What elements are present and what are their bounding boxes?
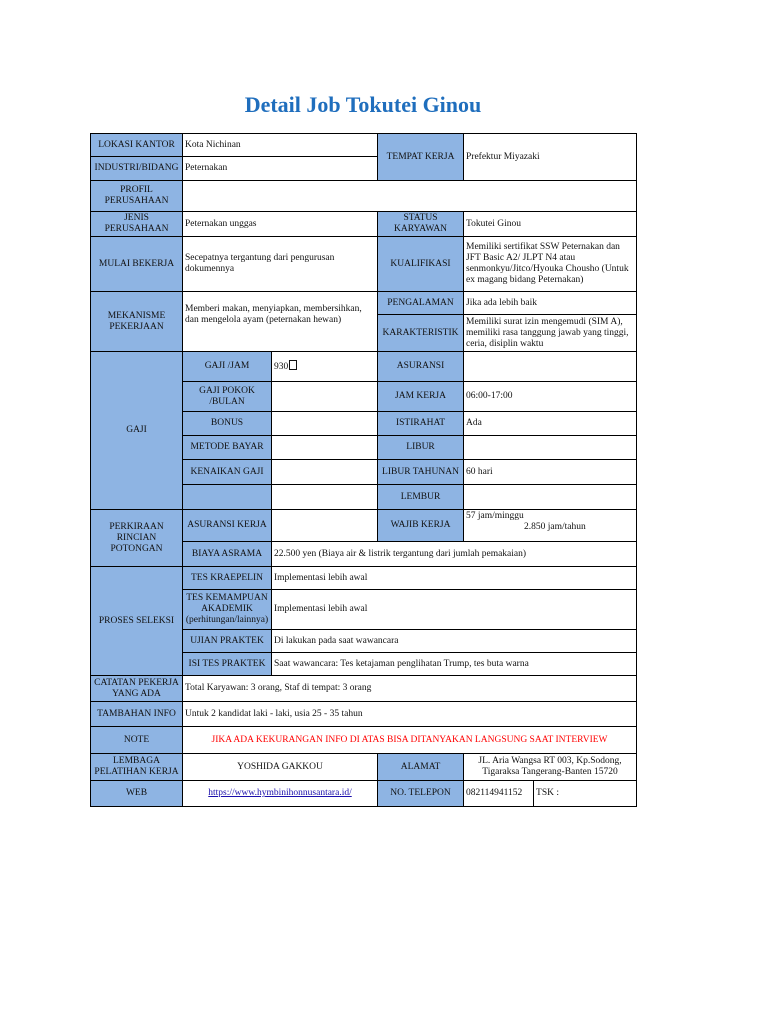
wajib-kerja-line2: 2.850 jam/tahun xyxy=(524,522,586,532)
isi-tes-praktek-value: Saat wawancara: Tes ketajaman penglihatan Trump, tes buta warna xyxy=(272,653,637,676)
table-row xyxy=(91,727,637,754)
industri-value: Peternakan xyxy=(183,157,378,181)
web-label: WEB xyxy=(91,781,183,807)
lokasi-kantor-label: LOKASI KANTOR xyxy=(91,134,183,157)
karakteristik-value: Memiliki surat izin mengemudi (SIM A), memiliki rasa tanggung jawab yang tinggi, ceria, disiplin waktu xyxy=(464,315,637,352)
empty-value-cell xyxy=(272,485,378,510)
jam-kerja-label: JAM KERJA xyxy=(378,382,464,412)
job-detail-table xyxy=(90,133,637,807)
libur-tahunan-label: LIBUR TAHUNAN xyxy=(378,460,464,485)
mulai-label: MULAI BEKERJA xyxy=(91,237,183,292)
potongan-label: PERKIRAAN RINCIAN POTONGAN xyxy=(91,510,183,567)
lembur-value xyxy=(464,485,637,510)
kualifikasi-value: Memiliki sertifikat SSW Peternakan dan JFT Basic A2/ JLPT N4 atau senmonkyu/Jitco/Hyouka Chousho (Untuk ex magang bidang Peternakan) xyxy=(464,237,637,292)
metode-bayar-value xyxy=(272,436,378,460)
wajib-kerja-value xyxy=(464,510,637,542)
note-label: NOTE xyxy=(91,727,183,754)
lokasi-kantor-value: Kota Nichinan xyxy=(183,134,378,157)
bonus-value xyxy=(272,412,378,436)
web-value xyxy=(183,781,378,807)
wajib-kerja-line1: 57 jam/minggu xyxy=(466,511,524,521)
yen-glyph-icon xyxy=(289,360,297,370)
table-row xyxy=(91,754,637,781)
table-row xyxy=(91,567,637,590)
ujian-praktek-value: Di lakukan pada saat wawancara xyxy=(272,630,637,653)
alamat-value xyxy=(464,754,637,781)
tes-akademik-label: TES KEMAMPUAN AKADEMIK (perhitungan/lainnya) xyxy=(183,590,272,630)
bonus-label: BONUS xyxy=(183,412,272,436)
gaji-jam-label: GAJI /JAM xyxy=(183,352,272,382)
karakteristik-label: KARAKTERISTIK xyxy=(378,315,464,352)
isi-tes-praktek-label: ISI TES PRAKTEK xyxy=(183,653,272,676)
gaji-pokok-value xyxy=(272,382,378,412)
asuransi-kerja-value xyxy=(272,510,378,542)
mekanisme-label: MEKANISME PEKERJAAN xyxy=(91,292,183,352)
jenis-label: JENIS PERUSAHAAN xyxy=(91,212,183,237)
jam-kerja-value: 06:00-17:00 xyxy=(464,382,637,412)
telepon-value: 082114941152 xyxy=(464,781,534,807)
lembur-label: LEMBUR xyxy=(378,485,464,510)
gaji-label: GAJI xyxy=(91,352,183,510)
asuransi-value xyxy=(464,352,637,382)
catatan-value: Total Karyawan: 3 orang, Staf di tempat: 3 orang xyxy=(183,676,637,702)
table-row xyxy=(91,676,637,702)
wajib-kerja-label: WAJIB KERJA xyxy=(378,510,464,542)
empty-label-cell xyxy=(183,485,272,510)
table-row xyxy=(91,702,637,727)
libur-tahunan-value: 60 hari xyxy=(464,460,637,485)
profil-label: PROFIL PERUSAHAAN xyxy=(91,181,183,212)
table-row xyxy=(91,510,637,542)
note-value: JIKA ADA KEKURANGAN INFO DI ATAS BISA DITANYAKAN LANGSUNG SAAT INTERVIEW xyxy=(183,727,637,754)
lembaga-label: LEMBAGA PELATIHAN KERJA xyxy=(91,754,183,781)
catatan-label: CATATAN PEKERJA YANG ADA xyxy=(91,676,183,702)
gaji-jam-amount: 930 xyxy=(274,362,289,372)
table-row xyxy=(91,237,637,292)
status-label: STATUS KARYAWAN xyxy=(378,212,464,237)
telepon-label: NO. TELEPON xyxy=(378,781,464,807)
table-row xyxy=(91,212,637,237)
table-row xyxy=(91,352,637,382)
industri-label: INDUSTRI/BIDANG xyxy=(91,157,183,181)
tempat-kerja-label: TEMPAT KERJA xyxy=(378,134,464,181)
metode-bayar-label: METODE BAYAR xyxy=(183,436,272,460)
libur-label: LIBUR xyxy=(378,436,464,460)
table-row xyxy=(91,134,637,157)
biaya-asrama-label: BIAYA ASRAMA xyxy=(183,542,272,567)
gaji-pokok-label: GAJI POKOK /BULAN xyxy=(183,382,272,412)
proses-seleksi-label: PROSES SELEKSI xyxy=(91,567,183,676)
page-title: Detail Job Tokutei Ginou xyxy=(244,92,482,117)
libur-value xyxy=(464,436,637,460)
tes-kraepelin-value: Implementasi lebih awal xyxy=(272,567,637,590)
tempat-kerja-value: Prefektur Miyazaki xyxy=(464,134,637,181)
table-row xyxy=(91,181,637,212)
alamat-label: ALAMAT xyxy=(378,754,464,781)
status-value: Tokutei Ginou xyxy=(464,212,637,237)
asuransi-label: ASURANSI xyxy=(378,352,464,382)
ujian-praktek-label: UJIAN PRAKTEK xyxy=(183,630,272,653)
alamat-line1: JL. Aria Wangsa RT 003, Kp.Sodong, xyxy=(478,756,622,766)
tes-kraepelin-label: TES KRAEPELIN xyxy=(183,567,272,590)
table-row xyxy=(91,781,637,807)
alamat-line2: Tigaraksa Tangerang-Banten 15720 xyxy=(482,767,618,777)
gaji-jam-value xyxy=(272,352,378,382)
table-row xyxy=(91,292,637,315)
tambahan-label: TAMBAHAN INFO xyxy=(91,702,183,727)
kenaikan-gaji-value xyxy=(272,460,378,485)
tes-akademik-value: Implementasi lebih awal xyxy=(272,590,637,630)
pengalaman-label: PENGALAMAN xyxy=(378,292,464,315)
kualifikasi-label: KUALIFIKASI xyxy=(378,237,464,292)
web-link[interactable]: https://www.hymbinihonnusantara.id/ xyxy=(208,788,352,798)
asuransi-kerja-label: ASURANSI KERJA xyxy=(183,510,272,542)
pengalaman-value: Jika ada lebih baik xyxy=(464,292,637,315)
kenaikan-gaji-label: KENAIKAN GAJI xyxy=(183,460,272,485)
mulai-value: Secepatnya tergantung dari pengurusan dokumennya xyxy=(183,237,378,292)
jenis-value: Peternakan unggas xyxy=(183,212,378,237)
tsk-value: TSK : xyxy=(534,781,637,807)
mekanisme-value: Memberi makan, menyiapkan, membersihkan, dan mengelola ayam (peternakan hewan) xyxy=(183,292,378,352)
istirahat-value: Ada xyxy=(464,412,637,436)
tambahan-value: Untuk 2 kandidat laki - laki, usia 25 - 35 tahun xyxy=(183,702,637,727)
istirahat-label: ISTIRAHAT xyxy=(378,412,464,436)
profil-value xyxy=(183,181,637,212)
biaya-asrama-value: 22.500 yen (Biaya air & listrik tergantung dari jumlah pemakaian) xyxy=(272,542,637,567)
lembaga-value: YOSHIDA GAKKOU xyxy=(183,754,378,781)
